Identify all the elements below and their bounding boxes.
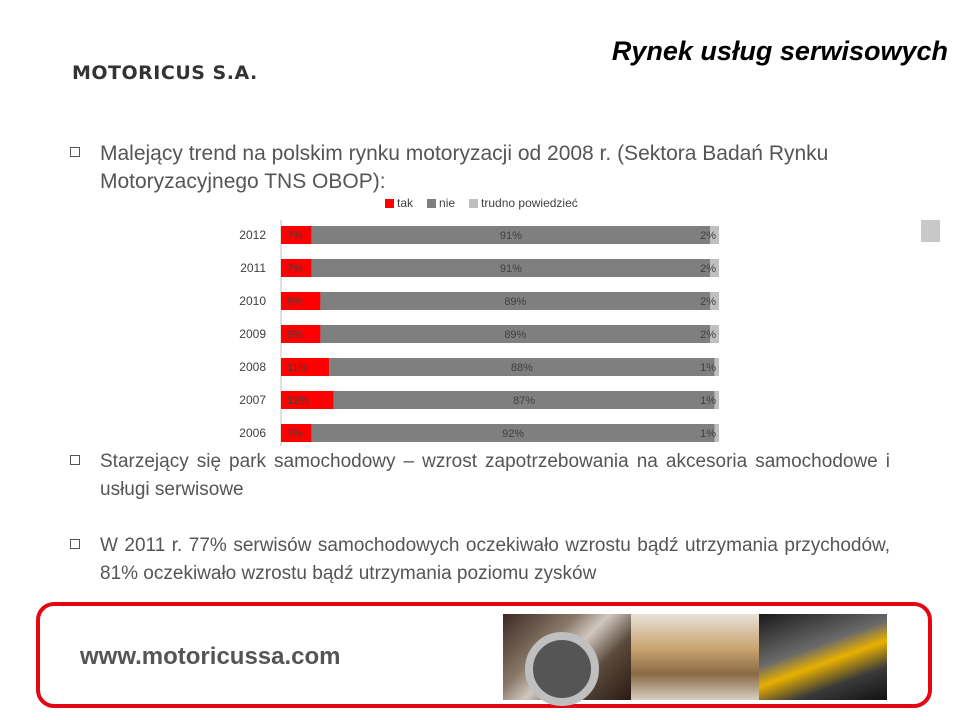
data-label: 1% (700, 362, 716, 374)
data-label: 89% (504, 296, 527, 308)
data-label: 7% (287, 428, 303, 440)
data-label: 87% (513, 395, 536, 407)
wheel-rim-photo (503, 614, 631, 700)
slide-title: Rynek usług serwisowych (611, 36, 948, 66)
y-tick-label: 2012 (239, 228, 266, 242)
legend-swatch (469, 199, 478, 208)
y-tick-label: 2010 (239, 294, 266, 308)
photo-strip (503, 614, 887, 700)
y-tick-label: 2007 (239, 393, 266, 407)
bullet-square-icon (70, 539, 80, 549)
legend-swatch (427, 199, 436, 208)
y-tick-label: 2009 (239, 327, 266, 341)
data-label: 9% (287, 296, 303, 308)
data-label: 89% (504, 329, 527, 341)
legend-label: tak (397, 196, 414, 210)
bullet-text: Malejący trend na polskim rynku motoryzacji od 2008 r. (Sektora Badań Rynku Motoryzacyjnego TNS OBOP): (100, 142, 829, 193)
y-tick-label: 2011 (240, 261, 266, 275)
legend-swatch (385, 199, 394, 208)
mechanic-photo (759, 614, 887, 700)
data-label: 91% (499, 263, 522, 275)
data-label: 7% (287, 263, 303, 275)
data-label: 88% (510, 362, 533, 374)
scrollbar-thumb[interactable] (921, 220, 940, 242)
bullet-square-icon (70, 455, 80, 465)
data-label: 7% (287, 230, 303, 242)
shop-interior-photo (631, 614, 759, 700)
data-label: 2% (700, 230, 716, 242)
bullet-item (70, 448, 890, 504)
data-label: 1% (700, 395, 716, 407)
data-label: 9% (287, 329, 303, 341)
website-url[interactable]: www.motoricussa.com (80, 643, 341, 670)
bullet-item (70, 140, 890, 196)
logo-text: MOTORICUS S.A. (72, 62, 258, 84)
stacked-bar-chart (230, 192, 730, 447)
data-label: 91% (499, 230, 522, 242)
bullet-square-icon (70, 147, 80, 157)
data-label: 12% (287, 395, 310, 407)
bullet-text: Starzejący się park samochodowy – wzrost zapotrzebowania na akcesoria samochodowe i usługi serwisowe (100, 451, 890, 500)
data-label: 1% (700, 428, 716, 440)
y-tick-label: 2008 (239, 360, 266, 374)
legend-label: trudno powiedzieć (481, 196, 578, 210)
legend-label: nie (439, 196, 456, 210)
bullet-text: W 2011 r. 77% serwisów samochodowych oczekiwało wzrostu bądź utrzymania przychodów, 81% oczekiwało wzrostu bądź utrzymania poziomu zysków (100, 535, 890, 584)
data-label: 11% (287, 362, 309, 374)
data-label: 2% (700, 263, 716, 275)
data-label: 92% (502, 428, 525, 440)
data-label: 2% (700, 296, 716, 308)
data-label: 2% (700, 329, 716, 341)
company-logo (72, 62, 258, 88)
bullet-item (70, 532, 890, 588)
y-tick-label: 2006 (239, 426, 266, 440)
